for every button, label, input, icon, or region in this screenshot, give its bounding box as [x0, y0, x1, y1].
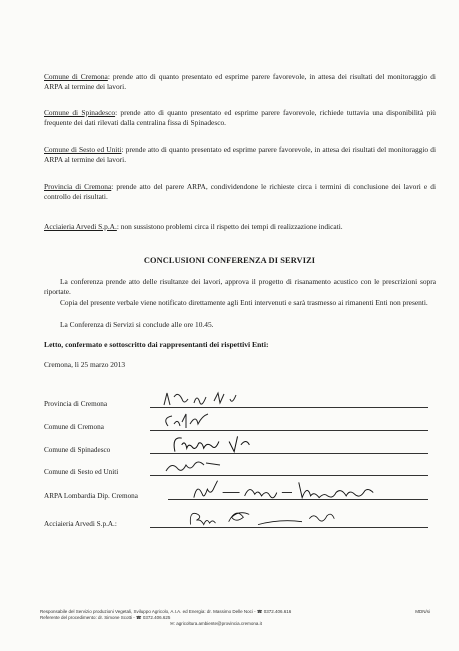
handwritten-signature [168, 479, 438, 501]
signatory-label: Provincia di Cremona [44, 400, 108, 408]
entity-name: Comune di Sesto ed Uniti [44, 145, 122, 154]
conclusion-paragraph-1: La conferenza prende atto delle risultanze dei lavori, approva il progetto di risanamento acustico con le prescrizioni sopra riportate. [44, 277, 436, 296]
signatory-label: ARPA Lombardia Dip. Cremona [44, 492, 138, 500]
handwritten-signature [154, 507, 384, 529]
document-footer [40, 609, 430, 627]
handwritten-signature [154, 455, 274, 477]
signoff-statement: Letto, confermato e sottoscritto dai rappresentanti dei rispettivi Enti: [44, 340, 269, 349]
signature-row-comune-cremona [44, 413, 436, 435]
handwritten-signature [154, 387, 274, 409]
signature-row-acciaieria [44, 510, 436, 532]
signatory-label: Comune di Sesto ed Uniti [44, 468, 119, 476]
paragraph-text: : prende atto di quanto presentato ed esprime parere favorevole, in attesa dei risultati del monitoraggio di ARPA al termine dei lavori. [44, 72, 436, 91]
signatory-label: Comune di Cremona [44, 423, 104, 431]
conclusion-paragraph-3: La Conferenza di Servizi si conclude alle ore 10.45. [60, 320, 214, 329]
signatory-label: Comune di Spinadesco [44, 446, 111, 454]
footer-line-referente: Referente del procedimento: dr. Simone Scotti - ☎ 0372.406.625 [40, 615, 171, 620]
conclusions-heading: CONCLUSIONI CONFERENZA DI SERVIZI [143, 256, 316, 265]
footer-line-responsabile: Responsabile del Servizio produzioni Vegetali, Sviluppo Agricolo, A.I.A. ed Energia: dr. Massimo Delle Noci - ☎ 0372.406.616 [40, 609, 292, 614]
paragraph-comune-sesto [44, 145, 436, 164]
paragraph-text: : prende atto del parere ARPA, condividendone le richieste circa i termini di conclusione dei lavori e di controllo dei risultati. [44, 182, 436, 201]
entity-name: Comune di Cremona [44, 72, 108, 81]
paragraph-text: : non sussistono problemi circa il rispetto dei tempi di realizzazione indicati. [116, 222, 343, 231]
entity-name: Provincia di Cremona [44, 182, 112, 191]
conclusion-paragraph-2: Copia del presente verbale viene notificato direttamente agli Enti intervenuti e sarà trasmesso ai rimanenti Enti non presenti. [60, 298, 428, 307]
signatory-label: Acciaieria Arvedi S.p.A.: [44, 520, 117, 528]
entity-name: Acciaieria Arvedi S.p.A. [44, 222, 117, 231]
paragraph-provincia-cremona [44, 182, 436, 201]
paragraph-text: : prende atto di quanto presentato ed esprime parere favorevole, richiede tuttavia una disponibilità più frequente dei dati rilevati dalla centralina fissa di Spinadesco. [44, 108, 437, 127]
handwritten-signature [154, 433, 294, 455]
paragraph-text: : prende atto di quanto presentato ed esprime parere favorevole, in attesa dei risultati del monitoraggio di ARPA al termine dei lavori. [44, 145, 436, 164]
paragraph-acciaieria [44, 222, 436, 232]
entity-name: Comune di Spinadesco [44, 108, 116, 117]
handwritten-signature [154, 410, 274, 432]
signature-row-provincia [44, 390, 436, 412]
signature-row-sesto [44, 458, 436, 480]
paragraph-comune-spinadesco [44, 108, 436, 127]
footer-line-email: ✉: agricoltura.ambiente@provincia.cremona.it [170, 621, 262, 626]
place-date: Cremona, lì 25 marzo 2013 [44, 360, 126, 369]
footer-reference-code: MDN/si [415, 609, 430, 614]
signature-row-arpa [44, 482, 436, 504]
paragraph-comune-cremona [44, 72, 436, 91]
